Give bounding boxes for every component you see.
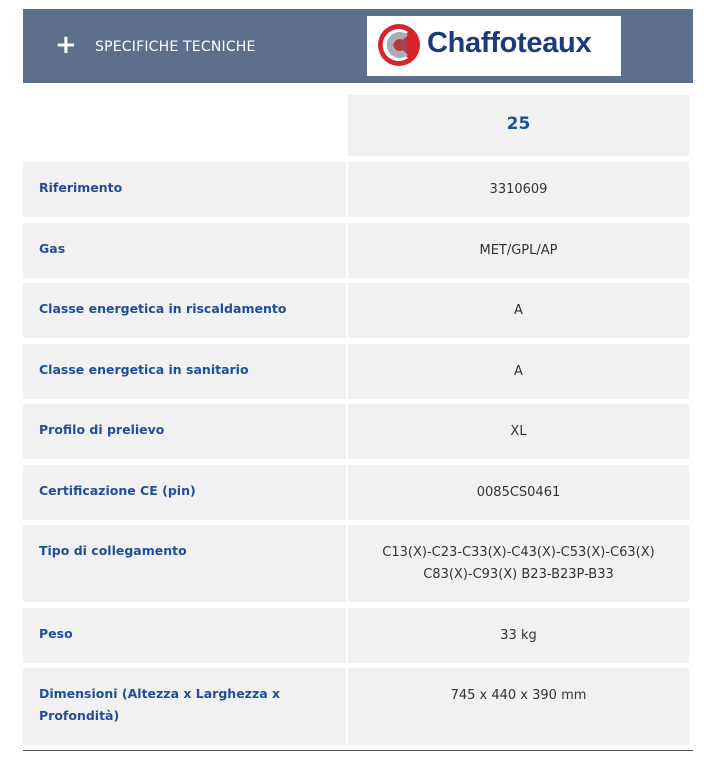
spec-label-cell: [23, 525, 346, 602]
spec-value: 3310609: [489, 182, 548, 197]
spec-label-cell: [23, 344, 346, 399]
spec-label-line2: Profondità): [39, 708, 120, 723]
spec-label: Certificazione CE (pin): [39, 483, 196, 498]
spec-label: Peso: [39, 626, 73, 641]
spec-label: Dimensioni (Altezza x Larghezza x: [39, 686, 281, 701]
spec-value-cell: [348, 344, 689, 399]
spec-label: Classe energetica in riscaldamento: [39, 301, 287, 316]
model-number: 25: [506, 114, 531, 134]
spec-label-cell: [23, 608, 346, 663]
logo-wordmark: Chaffoteaux: [427, 27, 592, 59]
spec-value-cell: [348, 162, 689, 217]
spec-value-cell: [348, 525, 689, 602]
spec-label-cell: [23, 162, 346, 217]
spec-label: Classe energetica in sanitario: [39, 362, 249, 377]
spec-value: C13(X)-C23-C33(X)-C43(X)-C53(X)-C63(X): [382, 545, 655, 560]
spec-label: Tipo di collegamento: [39, 543, 187, 558]
spec-value-cell: [348, 404, 689, 459]
spec-label: Riferimento: [39, 180, 123, 195]
spec-label-cell: [23, 223, 346, 278]
spec-value-cell: [348, 283, 689, 338]
spec-label-cell: [23, 283, 346, 338]
spec-value: MET/GPL/AP: [479, 243, 558, 258]
spec-value: A: [514, 303, 523, 318]
spec-label: Gas: [39, 241, 66, 256]
plus-icon[interactable]: +: [55, 30, 77, 60]
chaffoteaux-logo-icon: [377, 23, 421, 67]
spec-value-cell: [348, 223, 689, 278]
spec-value: XL: [510, 424, 527, 439]
spec-label-cell: [23, 404, 346, 459]
spec-value: 745 x 440 x 390 mm: [450, 688, 587, 703]
specs-header-bar[interactable]: [23, 9, 693, 83]
spec-value: A: [514, 364, 523, 379]
spec-value: 33 kg: [500, 628, 537, 643]
spec-value-cell: [348, 668, 689, 745]
header-title: SPECIFICHE TECNICHE: [95, 39, 256, 55]
table-bottom-divider: [23, 750, 693, 751]
spec-label: Profilo di prelievo: [39, 422, 165, 437]
brand-logo: [367, 16, 621, 76]
spec-value-line2: C83(X)-C93(X) B23-B23P-B33: [423, 567, 614, 582]
spec-label-cell: [23, 668, 346, 745]
model-cell: [348, 95, 689, 156]
spec-label-cell: [23, 465, 346, 520]
spec-value-cell: [348, 608, 689, 663]
spec-value: 0085CS0461: [476, 485, 561, 500]
spec-value-cell: [348, 465, 689, 520]
